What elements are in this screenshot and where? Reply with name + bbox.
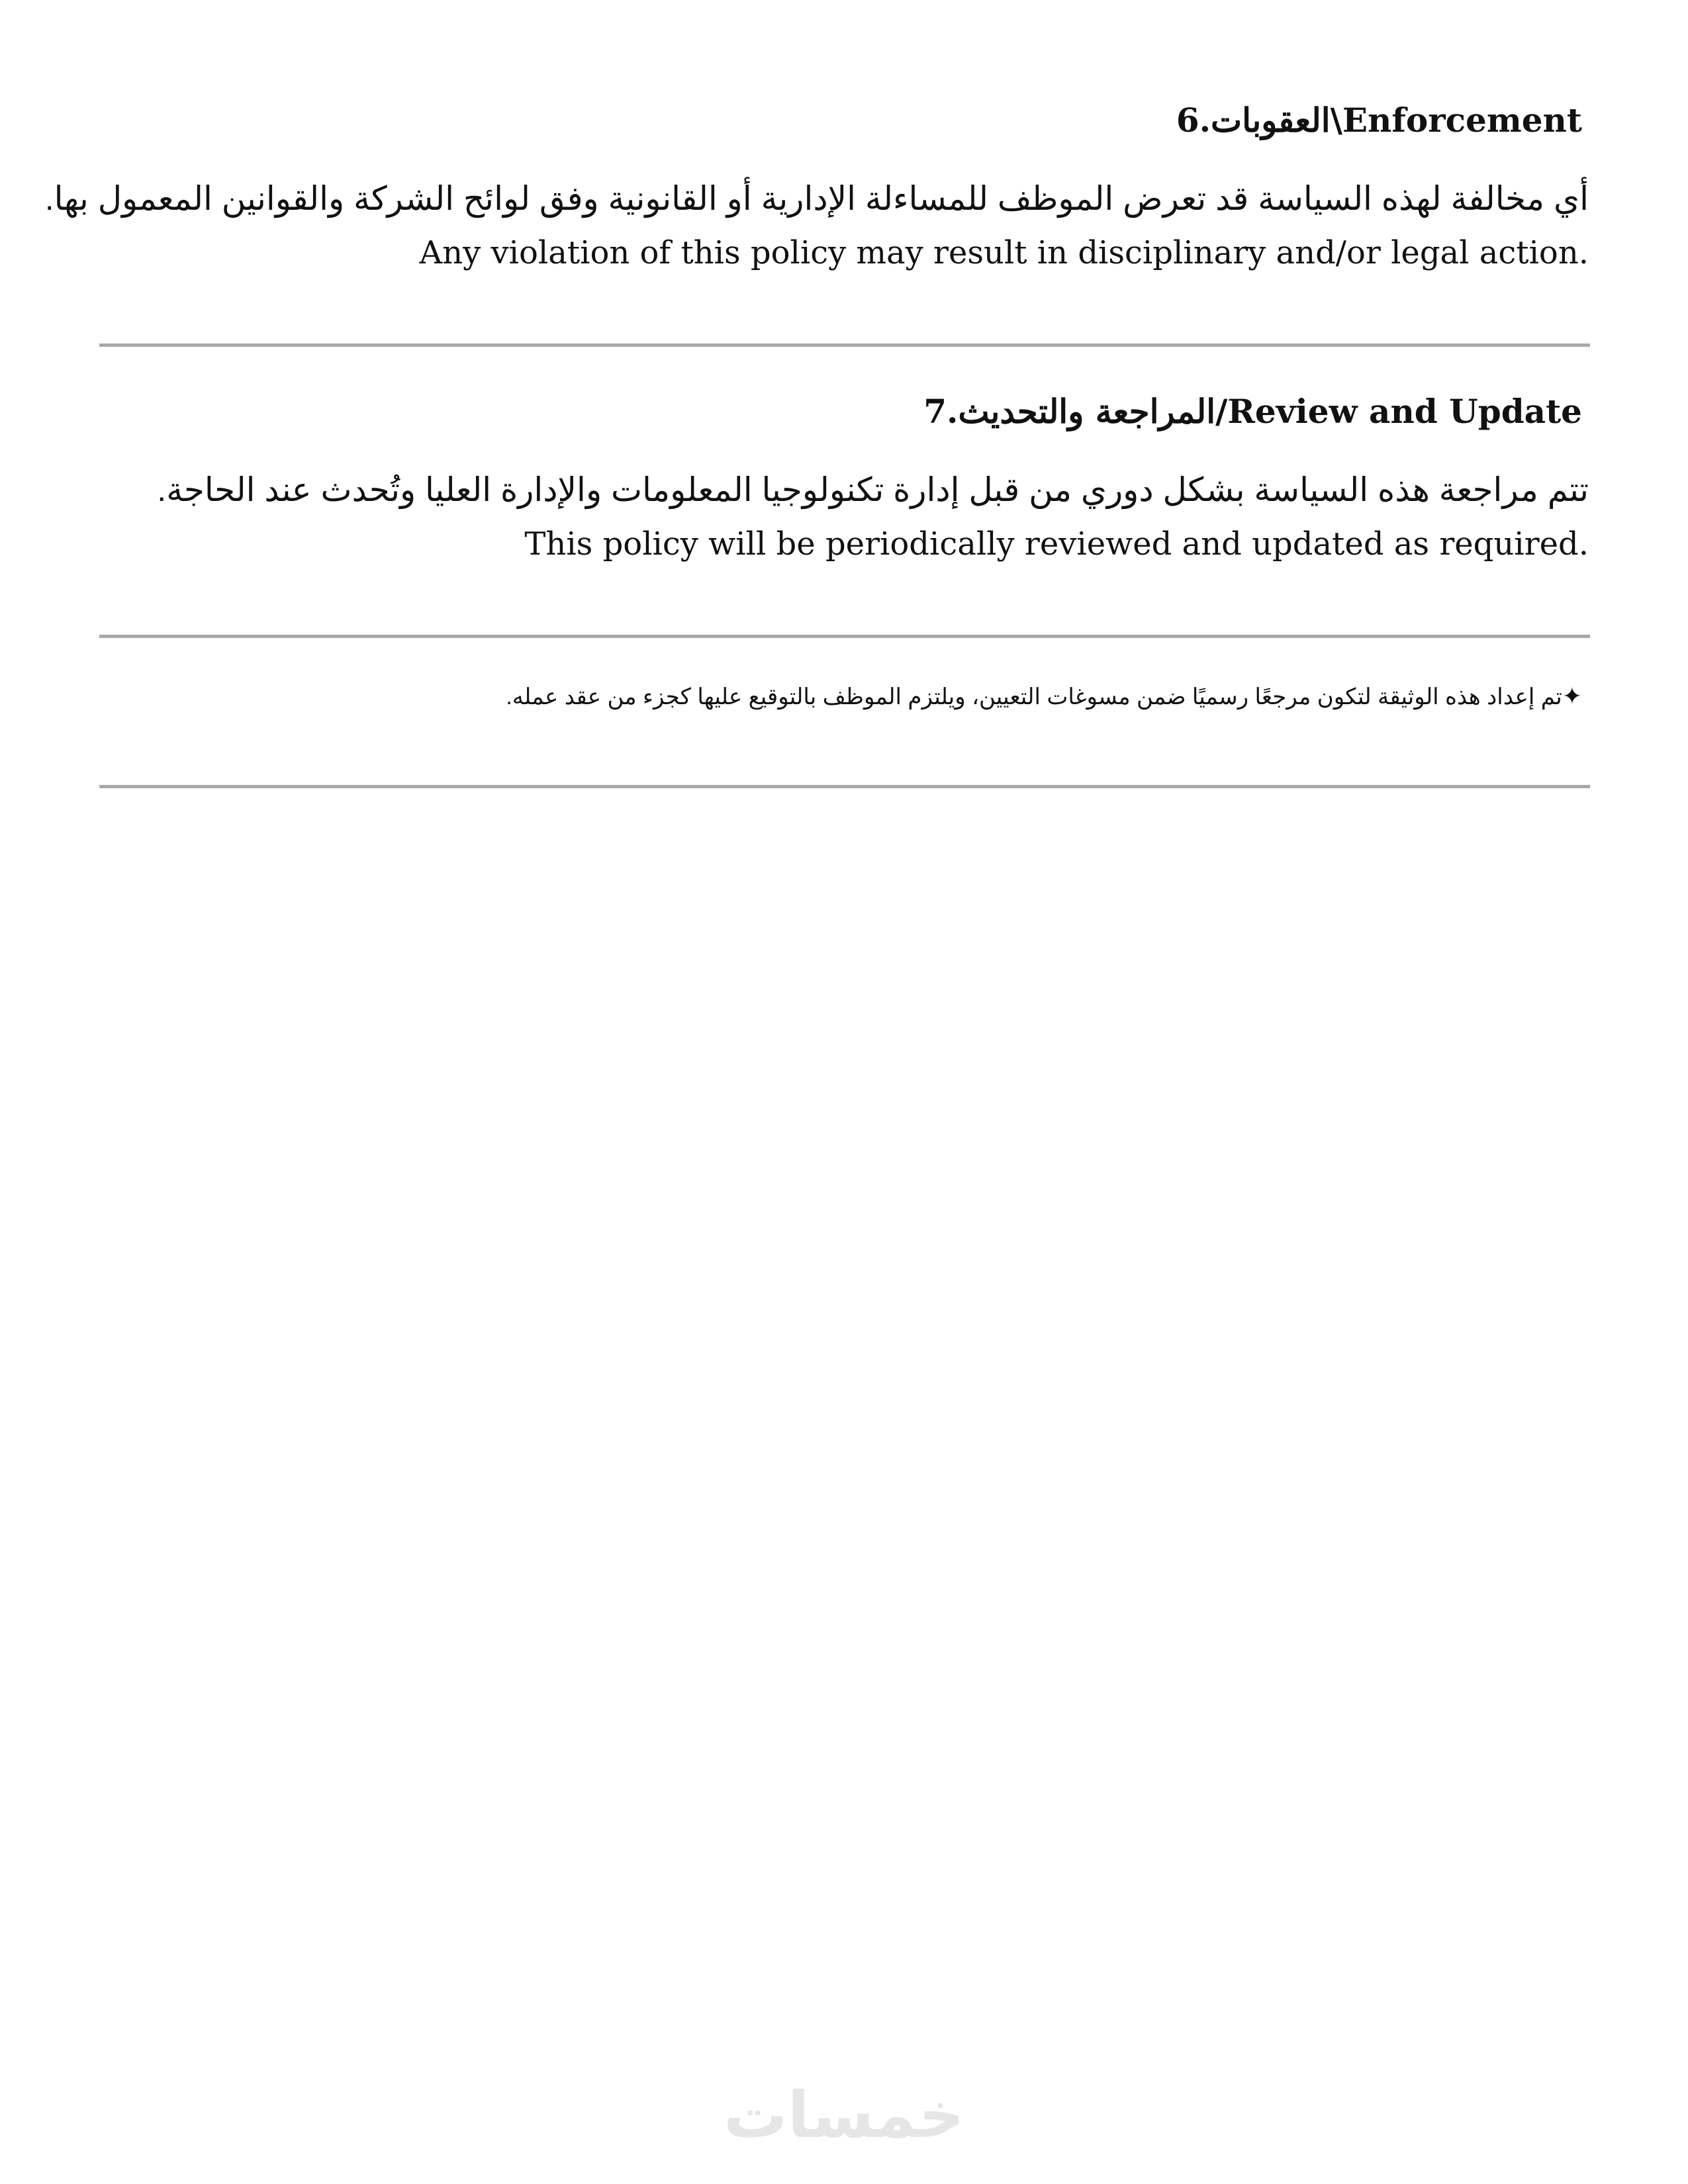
divider: [99, 343, 1590, 347]
section-heading: 7.المراجعة والتحديث/Review and Update: [923, 392, 1582, 431]
section-arabic-text: أي مخالفة لهذه السياسة قد تعرض الموظف للمساءلة الإدارية أو القانونية وفق لوائح الشركة والقوانين المعمول بها.: [44, 180, 1589, 217]
note-text: تم إعداد هذه الوثيقة لتكون مرجعًا رسميًا ضمن مسوغات التعيين، ويلتزم الموظف بالتوقيع عليها كجزء من عقد عمله.: [506, 684, 1562, 709]
closing-note: [99, 682, 1589, 721]
section-arabic-text: تتم مراجعة هذه السياسة بشكل دوري من قبل إدارة تكنولوجيا المعلومات والإدارة العليا وتُحدث عند الحاجة.: [157, 471, 1589, 508]
star-icon: ✦: [1562, 682, 1582, 709]
section-heading: 6.العقوبات\Enforcement: [1176, 101, 1582, 140]
section-english-text: This policy will be periodically reviewed and updated as required.: [524, 525, 1589, 563]
section-english-text: Any violation of this policy may result in disciplinary and/or legal action.: [419, 234, 1589, 271]
divider: [99, 785, 1590, 788]
closing-note-text: [506, 682, 1582, 711]
section-review-update: [99, 390, 1589, 576]
watermark-logo: خمسات: [724, 2078, 964, 2152]
divider: [99, 635, 1590, 638]
section-enforcement: [44, 99, 1589, 285]
